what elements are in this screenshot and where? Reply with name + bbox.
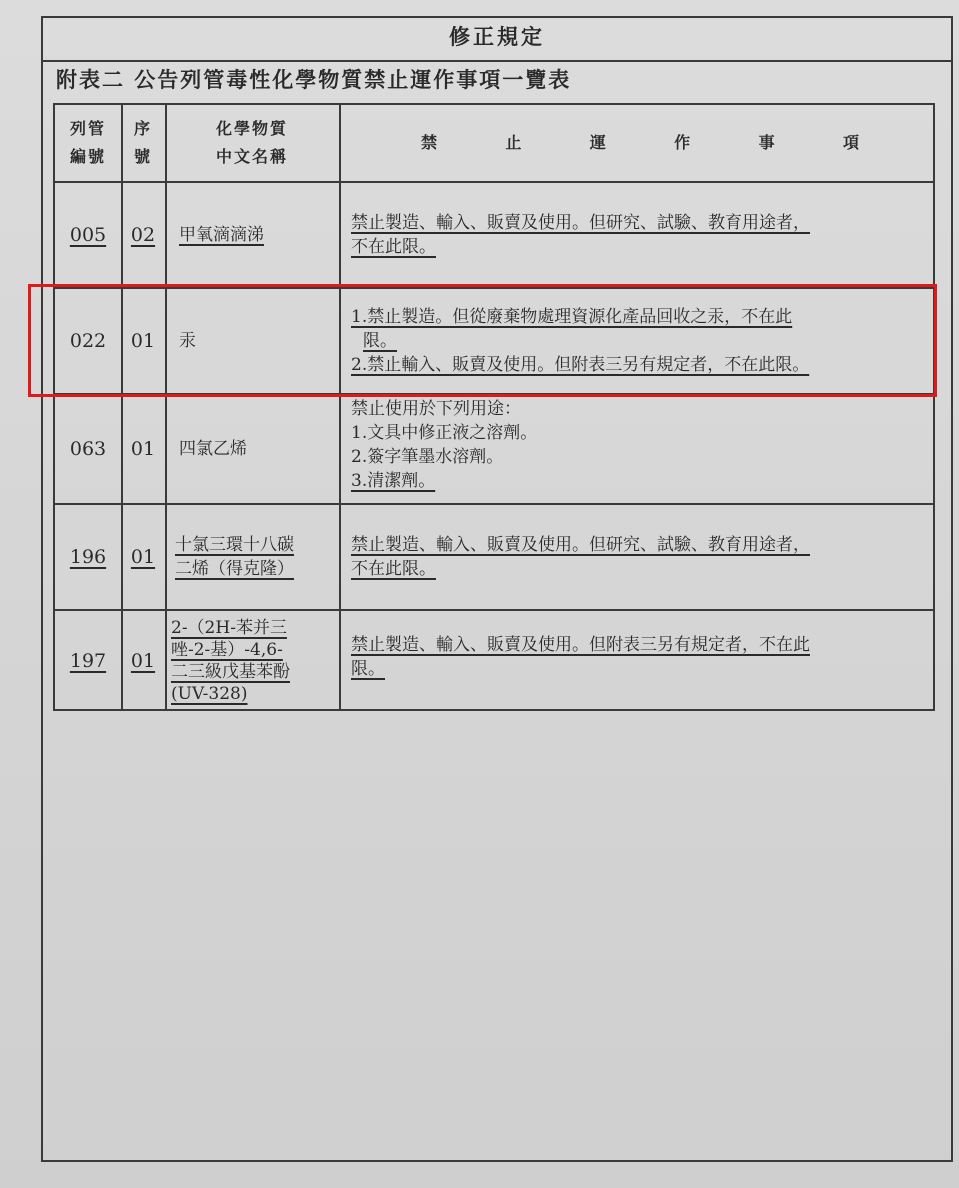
row-196-chemical-name: 十氯三環十八碳 二烯（得克隆） [175,535,294,579]
row-005-control-no: 005 [69,224,107,246]
row-197-matters: 禁止製造、輸入、販賣及使用。但附表三另有規定者，不在此 限。 [351,635,810,679]
row-197-chemical-name: 2-（2H-苯并三 唑-2-基）-4,6- 二三級戊基苯酚 (UV-328) [171,618,290,704]
row-196-control-no: 196 [69,546,107,568]
column-divider [339,105,341,709]
row-063-control-no: 063 [69,438,107,460]
row-197-control-no: 197 [69,650,107,672]
row-063-matters: 禁止使用於下列用途： 1.文具中修正液之溶劑。 2.簽字筆墨水溶劑。 3.清潔劑。 [351,399,538,491]
row-022-control-no: 022 [69,330,107,352]
row-063-seq-no: 01 [130,438,156,460]
row-005-matters: 禁止製造、輸入、販賣及使用。但研究、試驗、教育用途者， 不在此限。 [351,213,810,257]
header-chemical-name: 化學物質 中文名稱 [215,119,288,166]
column-divider [165,105,167,709]
header-seq-no: 序 號 [133,119,152,166]
row-022-chemical-name: 汞 [179,331,196,351]
row-196-seq-no: 01 [130,546,156,568]
prohibited-operations-table [53,103,935,711]
annex-title: 附表二 公告列管毒性化學物質禁止運作事項一覽表 [56,67,572,92]
row-005-chemical-name: 甲氧滴滴涕 [179,225,264,245]
mercury-row-highlight-box [28,284,937,397]
row-022-seq-no: 01 [130,330,156,352]
row-196-matters: 禁止製造、輸入、販賣及使用。但研究、試驗、教育用途者， 不在此限。 [351,535,810,579]
row-063-chemical-name: 四氯乙烯 [179,439,247,459]
row-197-seq-no: 01 [130,650,156,672]
amended-provisions-header: 修正規定 [41,16,953,62]
header-control-no: 列管 編號 [69,119,106,166]
row-022-matters: 1.禁止製造。但從廢棄物處理資源化產品回收之汞，不在此 限。 2.禁止輸入、販賣及使用。但附表三另有規定者，不在此限。 [351,307,810,375]
row-005-seq-no: 02 [130,224,156,246]
header-prohibited-matters: 禁 止 運 作 事 項 [421,133,861,152]
